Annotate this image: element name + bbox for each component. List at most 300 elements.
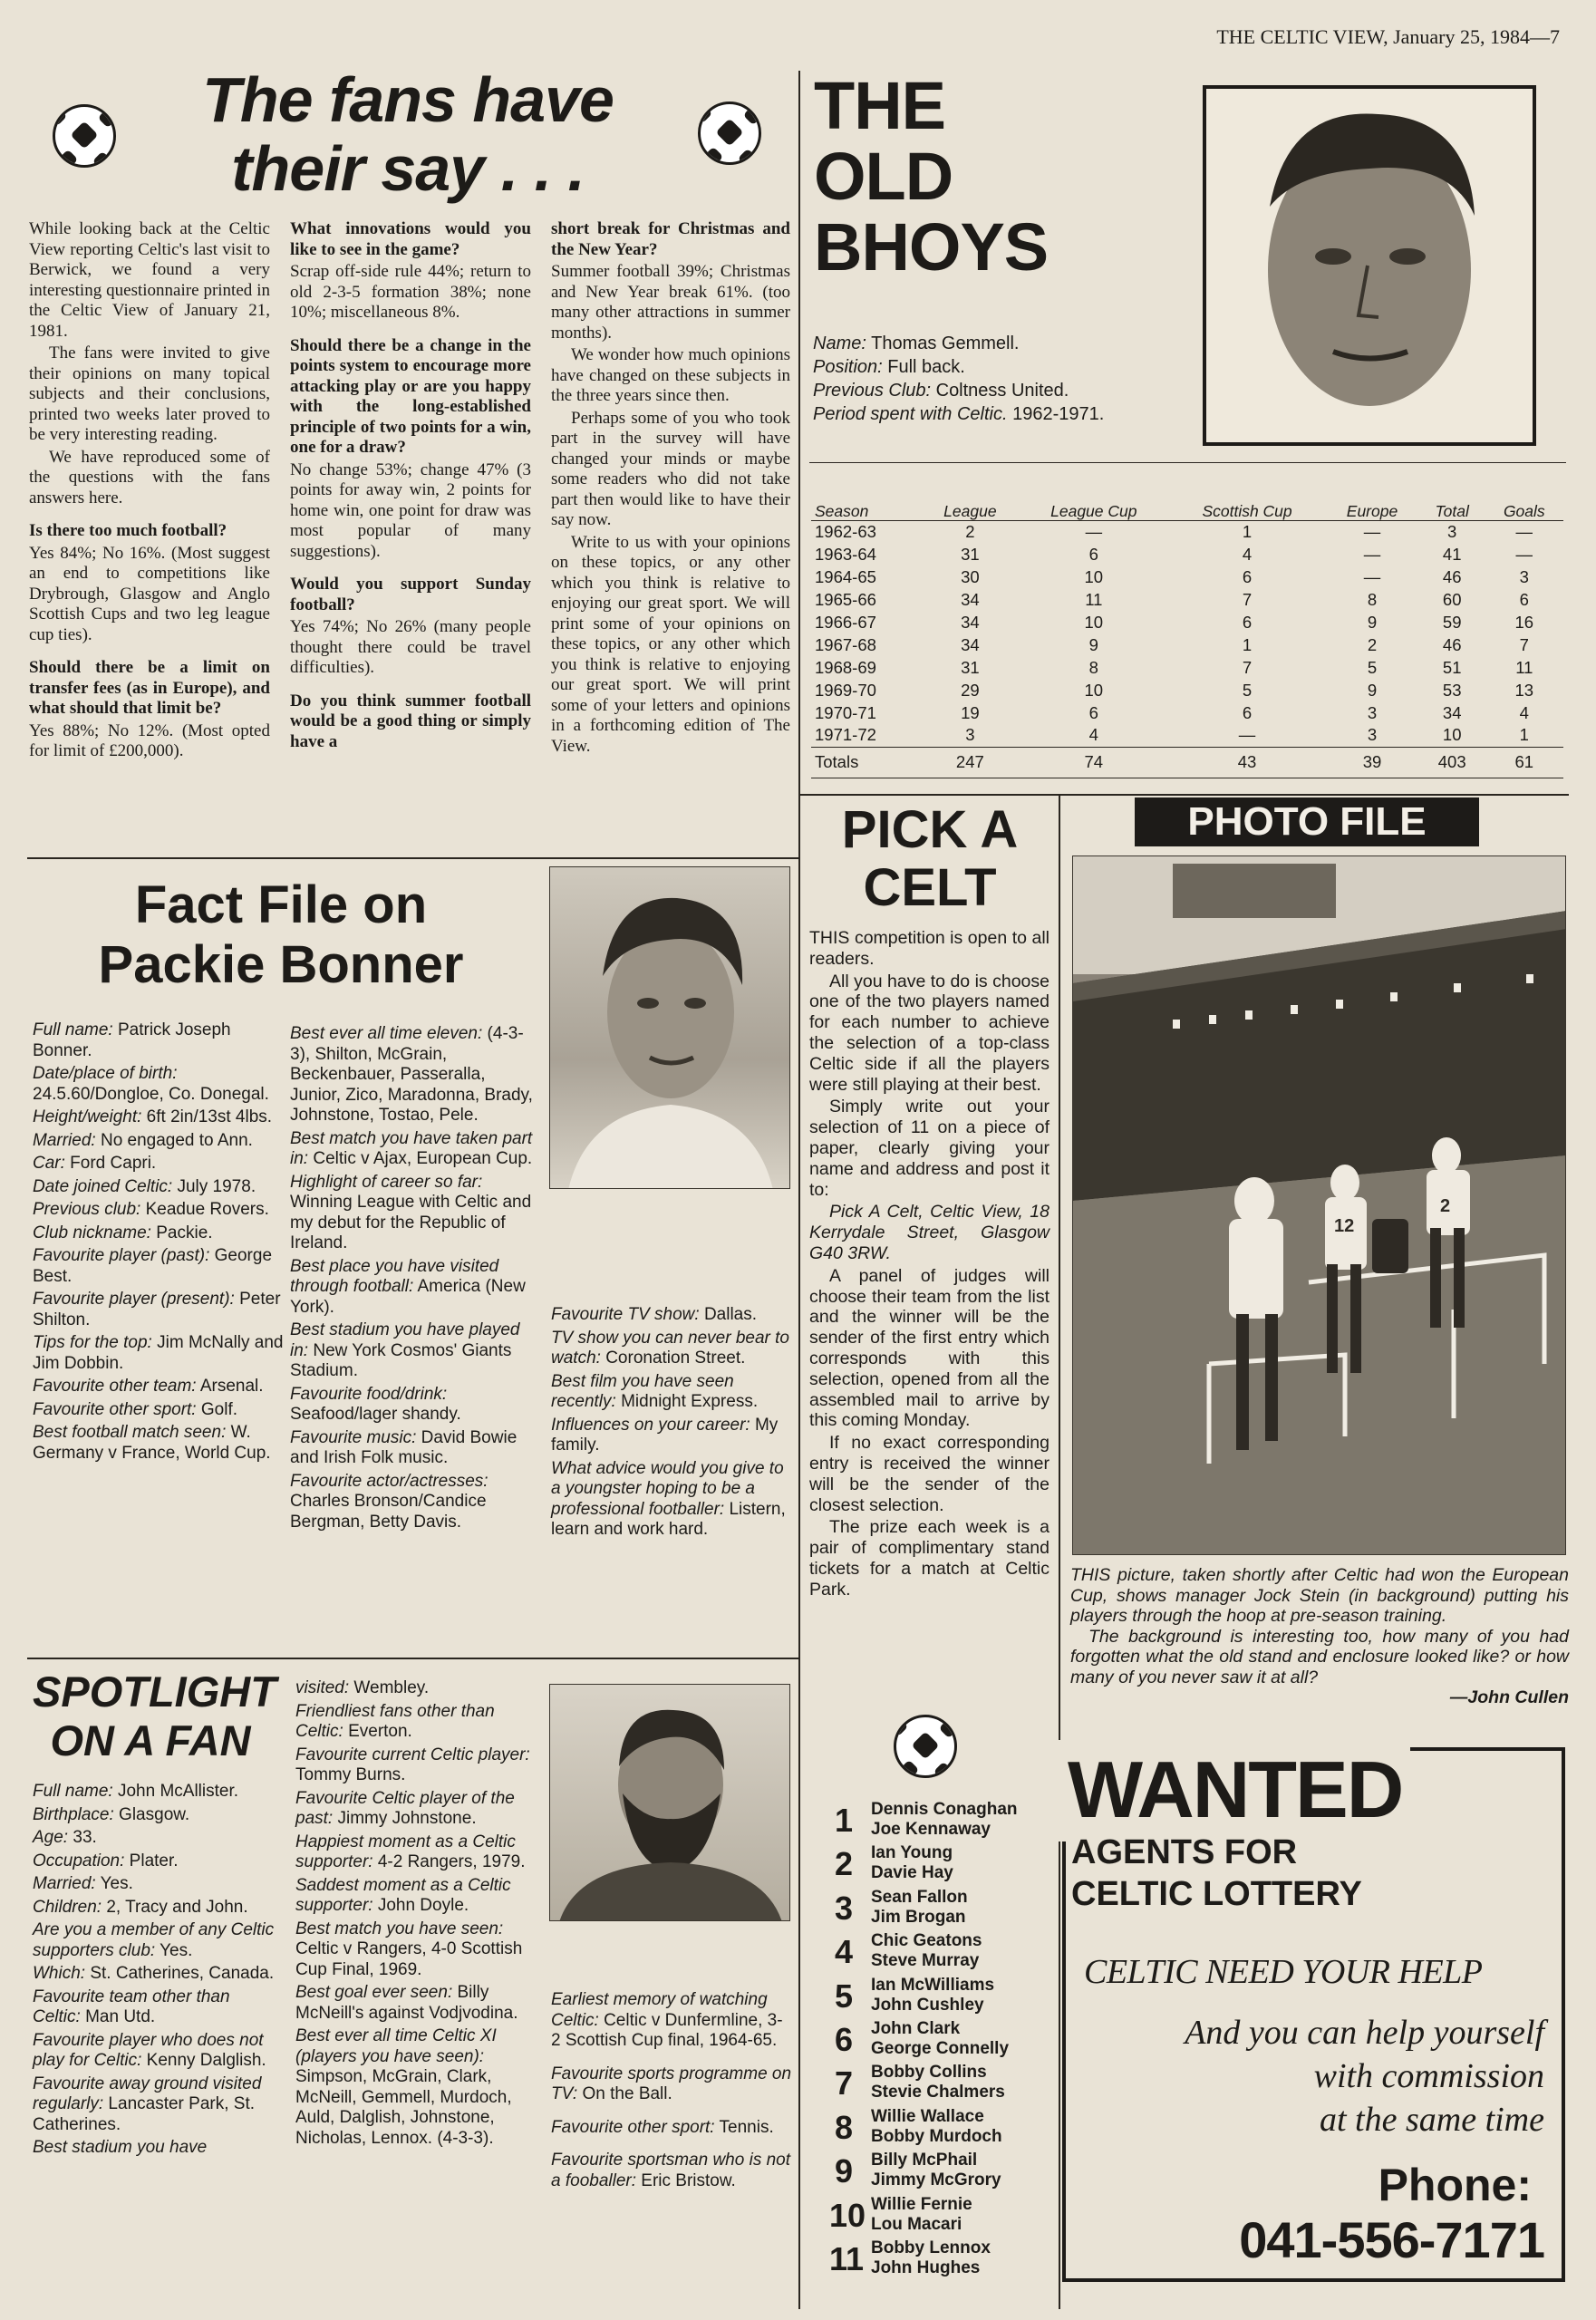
fans-paragraph: The fans were invited to give their opinions on many topical subjects and their conclusions, printed two weeks later proved to be very interesting reading. — [29, 343, 270, 444]
photo-caption-text: THIS picture, taken shortly after Celtic had won the European Cup, shows manager Jock Stein (in background) putting his players through the hoop at pre-season training. — [1070, 1565, 1569, 1626]
jersey-number: 12 — [1334, 1216, 1355, 1236]
pick-option-a: Ian Young — [871, 1843, 953, 1863]
table-cell: 7 — [1242, 657, 1253, 677]
pick-option-b: Stevie Chalmers — [871, 2083, 1005, 2102]
fact-entry — [33, 1987, 277, 2028]
fact-label: Best place you have visited through football: — [290, 1256, 499, 1296]
pick-headline: PICK A CELT — [841, 800, 1019, 917]
wanted-line-3: at the same time — [1319, 2101, 1544, 2139]
table-cell: 31 — [961, 657, 980, 677]
fact-entry — [551, 1329, 792, 1369]
table-total-cell: 247 — [955, 752, 984, 771]
fact-entry — [33, 1964, 277, 1985]
pick-option-a: Billy McPhail — [871, 2151, 978, 2170]
spotlight-column-2 — [295, 1678, 538, 2151]
table-cell: 53 — [1442, 680, 1462, 700]
pick-list-item — [829, 2149, 1065, 2192]
training-photo — [1072, 856, 1566, 1555]
table-row — [811, 701, 1563, 724]
pick-option-a: Sean Fallon — [871, 1887, 968, 1907]
pick-list-item — [829, 2237, 1065, 2280]
fact-value: Billy McNeill's against Vodjvodina. — [295, 1983, 518, 2023]
john-mcallister-photo — [549, 1684, 790, 1921]
table-cell: — — [1238, 725, 1256, 745]
pick-paragraph: If no exact corresponding entry is received the winner will be the sender of the closest selection. — [809, 1433, 1049, 1515]
fact-entry — [295, 1678, 538, 1699]
fact-value: Dallas. — [699, 1305, 758, 1324]
fact-entry — [33, 1290, 286, 1330]
pick-options — [871, 2063, 1005, 2102]
fact-label: Highlight of career so far: — [290, 1172, 483, 1192]
fact-entry — [33, 1020, 286, 1061]
player-info-label: Previous Club: — [813, 381, 932, 401]
table-cell: 6 — [1088, 702, 1098, 722]
table-row — [811, 611, 1563, 633]
fact-entry — [295, 1702, 538, 1743]
table-cell: — — [1363, 521, 1381, 541]
fact-value: Man Utd. — [80, 2007, 156, 2026]
table-cell: 41 — [1442, 544, 1462, 564]
wanted-sub-1: AGENTS FOR — [1071, 1833, 1298, 1871]
fact-label: Height/weight: — [33, 1107, 142, 1126]
fact-entry — [33, 1782, 277, 1803]
table-cell: 3 — [1447, 521, 1457, 541]
fact-label: Friendliest fans other than Celtic: — [295, 1701, 495, 1741]
pick-list-item — [829, 2193, 1065, 2237]
pick-options — [871, 1888, 968, 1928]
fact-value: On the Ball. — [577, 2084, 672, 2103]
table-cell: 11 — [1515, 657, 1533, 677]
table-cell: 2 — [1367, 634, 1378, 654]
fact-value: Plater. — [124, 1851, 179, 1870]
wanted-phone-label: Phone: — [1378, 2160, 1532, 2210]
pick-paragraph: All you have to do is choose one of the two players named for each number to achieve the selection of a top-class Celtic side if all the players were still playing at their best. — [809, 971, 1049, 1095]
fact-value: 2, Tracy and John. — [102, 1897, 248, 1917]
fact-entry — [551, 1416, 792, 1456]
fact-value: Charles Bronson/Candice Bergman, Betty Davis. — [290, 1492, 487, 1532]
fact-entry — [33, 1851, 277, 1872]
player-info-label: Position: — [813, 357, 883, 377]
pick-options — [871, 2238, 991, 2278]
table-header: Europe — [1346, 501, 1398, 520]
table-cell: 51 — [1442, 657, 1462, 677]
table-row — [811, 566, 1563, 588]
fact-entry — [33, 1131, 286, 1152]
pick-option-a: Chic Geatons — [871, 1931, 982, 1951]
pick-option-b: Jimmy McGrory — [871, 2170, 1001, 2190]
fact-entry — [295, 1745, 538, 1786]
fact-label: Favourite other team: — [33, 1377, 197, 1396]
fact-entry — [33, 1828, 277, 1849]
fact-value: Winning League with Celtic and my debut for the Republic of Ireland. — [290, 1193, 532, 1252]
table-cell: 29 — [961, 680, 980, 700]
fact-label: Best ever all time eleven: — [290, 1024, 483, 1043]
pick-number: 7 — [834, 2064, 854, 2102]
table-cell: 59 — [1442, 612, 1462, 632]
table-cell: 4 — [1242, 544, 1253, 564]
table-cell: 46 — [1442, 634, 1462, 654]
fact-label: Are you a member of any Celtic supporters club: — [33, 1920, 275, 1960]
fans-paragraph: Yes 84%; No 16%. (Most suggest an end to competitions like Drybrough, Glasgow and Anglo Scottish Cups and two leg league cup ties). — [29, 543, 270, 644]
table-header: Total — [1435, 501, 1469, 520]
table-cell: 1967-68 — [815, 634, 876, 654]
fact-value: Jim McNally and Jim Dobbin. — [33, 1333, 284, 1373]
fact-value: Celtic v Rangers, 4-0 Scottish Cup Final, 1969. — [295, 1939, 523, 1979]
fact-value: 4-2 Rangers, 1979. — [372, 1852, 526, 1871]
fact-value: New York Cosmos' Giants Stadium. — [290, 1340, 512, 1380]
fact-label: Favourite current Celtic player: — [295, 1745, 530, 1764]
fans-paragraph: Do you think summer football would be a good thing or simply have a — [290, 691, 531, 751]
fact-label: Full name: — [33, 1020, 113, 1039]
table-row — [811, 656, 1563, 679]
pick-list-item — [829, 2105, 1065, 2149]
table-cell: — — [1363, 566, 1381, 586]
table-cell: 6 — [1242, 566, 1253, 586]
fact-label: Full name: — [33, 1782, 113, 1801]
table-cell: 5 — [1242, 680, 1253, 700]
fact-label: Best goal ever seen: — [295, 1983, 453, 2002]
fact-entry — [290, 1320, 537, 1382]
player-info-value: 1962-1971. — [1007, 404, 1105, 424]
fact-entry — [551, 2118, 792, 2139]
table-cell: 8 — [1088, 657, 1098, 677]
football-icon — [698, 102, 761, 165]
fact-label: Favourite music: — [290, 1427, 417, 1447]
wanted-need: CELTIC NEED YOUR HELP — [1084, 1953, 1483, 1991]
fact-value: Packie. — [150, 1223, 213, 1242]
fans-paragraph: Yes 74%; No 26% (many people thought there could be travel difficulties). — [290, 617, 531, 677]
table-cell: 1 — [1242, 521, 1253, 541]
fans-paragraph: Write to us with your opinions on these topics, or any other which you think is relative to enjoying our great sport. We will print some of your opinions on these topics, or any other which you think is relative to enjoying our great sport. We will print some of your letters and opinions in a forthcoming edition of The View. — [551, 532, 790, 756]
fact-value: Eric Bristow. — [636, 2170, 736, 2190]
table-cell: 34 — [1442, 702, 1462, 722]
table-cell: 1965-66 — [815, 589, 876, 609]
fact-entry — [290, 1024, 537, 1126]
fact-label: Best match you have taken part in: — [290, 1128, 533, 1168]
appearance-table — [811, 468, 1563, 778]
table-total-cell: 403 — [1437, 752, 1466, 771]
table-row — [811, 543, 1563, 566]
table-cell: 7 — [1242, 589, 1253, 609]
pick-option-b: George Connelly — [871, 2039, 1010, 2058]
table-cell: 1 — [1242, 634, 1253, 654]
fans-paragraph: We have reproduced some of the questions with the fans answers here. — [29, 447, 270, 508]
table-cell: 9 — [1367, 612, 1378, 632]
fact-label: Favourite away ground visited regularly: — [33, 2074, 262, 2113]
fact-entry — [295, 2026, 538, 2149]
fact-label: Date joined Celtic: — [33, 1176, 173, 1196]
fact-entry — [295, 1789, 538, 1830]
fact-entry — [290, 1173, 537, 1254]
fact-label: visited: — [295, 1678, 350, 1697]
fact-value: Listern, learn and work hard. — [551, 1499, 786, 1539]
fact-label: Best ever all time Celtic XI (players you have seen): — [295, 2026, 497, 2066]
player-info-line — [813, 379, 1104, 402]
table-cell: 10 — [1084, 680, 1104, 700]
pick-number: 10 — [829, 2196, 866, 2234]
fact-entry — [33, 1223, 286, 1244]
fact-entry — [295, 1876, 538, 1917]
table-header: Goals — [1503, 501, 1545, 520]
table-total-cell: 39 — [1362, 752, 1382, 771]
fact-entry — [33, 1200, 286, 1221]
fact-label: Favourite TV show: — [551, 1305, 700, 1324]
gemmell-face-photo — [1206, 89, 1533, 442]
table-cell: 11 — [1085, 589, 1103, 609]
rule-under-fans — [27, 857, 798, 859]
fact-value: Tommy Burns. — [295, 1765, 406, 1784]
fact-entry — [295, 1919, 538, 1981]
fact-value: July 1978. — [172, 1176, 256, 1196]
fact-value: Kenny Dalglish. — [141, 2051, 266, 2070]
table-cell: — — [1363, 544, 1381, 564]
pick-option-b: Jim Brogan — [871, 1907, 966, 1927]
fans-paragraph: We wonder how much opinions have changed on these subjects in the three years since then. — [551, 345, 790, 405]
pick-number: 3 — [834, 1889, 854, 1927]
fact-value: 6ft 2in/13st 4lbs. — [141, 1107, 273, 1126]
table-row — [811, 679, 1563, 701]
fans-paragraph: Is there too much football? — [29, 521, 227, 540]
pick-list-item — [829, 1929, 1065, 1973]
table-cell: 3 — [965, 725, 975, 745]
pick-option-b: Bobby Murdoch — [871, 2126, 1002, 2146]
fact-entry — [290, 1385, 537, 1426]
pick-number: 9 — [834, 2152, 854, 2190]
pick-option-a: Bobby Lennox — [871, 2238, 991, 2257]
player-info-line — [813, 332, 1104, 355]
fact-label: Favourite other sport: — [551, 2117, 715, 2137]
fact-label: Date/place of birth: — [33, 1064, 178, 1083]
spotlight-column-3 — [551, 1990, 792, 2204]
fact-value: Tennis. — [714, 2117, 774, 2137]
fact-value: Lancaster Park, St. Catherines. — [33, 2094, 256, 2134]
fact-entry — [33, 2074, 277, 2136]
fact-entry — [295, 1983, 538, 2024]
fact-label: Favourite player (past): — [33, 1246, 210, 1265]
table-cell: 19 — [961, 702, 980, 722]
fact-entry — [33, 1154, 286, 1174]
fact-label: Club nickname: — [33, 1223, 151, 1242]
table-cell: — — [1515, 521, 1533, 541]
fact-entry — [33, 2138, 277, 2159]
column-rule-main — [798, 71, 800, 2309]
fact-entry — [551, 2151, 792, 2191]
table-cell: 6 — [1242, 702, 1253, 722]
football-icon — [894, 1715, 957, 1778]
table-cell: 10 — [1084, 566, 1104, 586]
rule-under-factfile — [27, 1658, 798, 1659]
fact-entry — [33, 1920, 277, 1961]
fact-value: 24.5.60/Dongloe, Co. Donegal. — [33, 1084, 269, 1104]
pick-option-b: Joe Kennaway — [871, 1820, 991, 1839]
fact-entry — [33, 1246, 286, 1287]
fact-value: Golf. — [196, 1399, 237, 1419]
fact-label: Favourite player who does not play for Celtic: — [33, 2030, 264, 2070]
table-cell: 46 — [1442, 566, 1462, 586]
fans-paragraph: Should there be a change in the points system to encourage more attacking play or are you happy with the long-established principle of two points for a win, one for a draw? — [290, 335, 531, 457]
table-cell: 30 — [961, 566, 980, 586]
table-total-cell: Totals — [815, 752, 859, 771]
fans-paragraph: Perhaps some of you who took part in the survey will have changed your minds or maybe some readers who did not take part then would like to have their say now. — [551, 408, 790, 529]
table-cell: 2 — [965, 521, 975, 541]
fact-label: Previous club: — [33, 1200, 141, 1219]
fact-label: Age: — [33, 1828, 69, 1847]
pick-list-item — [829, 2017, 1065, 2061]
wanted-title: WANTED — [1068, 1745, 1403, 1834]
table-total-cell: 43 — [1237, 752, 1257, 771]
fans-paragraph: Should there be a limit on transfer fees (as in Europe), and what should that limit be? — [29, 658, 270, 718]
table-row — [811, 588, 1563, 611]
pick-option-a: Willie Wallace — [871, 2106, 984, 2126]
fact-file-column-3 — [551, 1305, 792, 1543]
fact-label: Married: — [33, 1874, 96, 1893]
table-cell: 4 — [1519, 702, 1529, 722]
pick-list-item — [829, 2061, 1065, 2104]
table-row — [811, 633, 1563, 656]
fact-value: Arsenal. — [196, 1377, 264, 1396]
wanted-phone-number: 041-556-7171 — [1239, 2211, 1544, 2268]
fans-paragraph: While looking back at the Celtic View reporting Celtic's last visit to Berwick, we found a very interesting questionnaire printed in the Celtic View of January 21, 1981. — [29, 219, 270, 341]
fans-column-1 — [29, 219, 270, 764]
pick-list-item — [829, 1886, 1065, 1929]
jersey-number: 2 — [1440, 1196, 1451, 1216]
table-cell: 1964-65 — [815, 566, 876, 586]
table-header: League Cup — [1050, 501, 1137, 520]
fact-entry — [33, 1333, 286, 1374]
pick-rules — [809, 928, 1049, 1602]
rule-under-oldbhoys — [798, 794, 1569, 796]
table-total-cell: 74 — [1084, 752, 1104, 771]
player-info-value: Full back. — [882, 357, 965, 377]
fact-label: Favourite other sport: — [33, 1399, 197, 1419]
fact-label: Which: — [33, 1964, 86, 1983]
wanted-line-2: with commission — [1313, 2057, 1544, 2095]
table-cell: 9 — [1367, 680, 1378, 700]
pick-number: 8 — [834, 2108, 854, 2146]
fact-label: Tips for the top: — [33, 1333, 152, 1352]
fact-value: David Bowie and Irish Folk music. — [290, 1427, 517, 1467]
fact-label: Best football match seen: — [33, 1423, 227, 1442]
fact-label: Best stadium you have played in: — [290, 1320, 520, 1360]
fact-entry — [290, 1472, 537, 1533]
fact-value: Yes. — [155, 1940, 193, 1960]
fact-entry — [33, 1423, 286, 1464]
fans-paragraph: Would you support Sunday football? — [290, 575, 531, 614]
fact-entry — [33, 1064, 286, 1105]
pick-option-b: John Cushley — [871, 1995, 984, 2015]
fact-value: Keadue Rovers. — [140, 1200, 269, 1219]
fact-entry — [551, 1305, 792, 1326]
table-cell: 34 — [961, 589, 980, 609]
fact-label: Car: — [33, 1154, 65, 1173]
fact-file-column-1 — [33, 1020, 286, 1466]
fact-label: Married: — [33, 1130, 96, 1150]
fact-value: Simpson, McGrain, Clark, McNeill, Gemmell, Murdoch, Auld, Dalglish, Johnstone, Nicholas, Lennox. (4-3-3). — [295, 2067, 512, 2148]
table-cell: 9 — [1088, 634, 1098, 654]
fact-value: St. Catherines, Canada. — [85, 1964, 275, 1983]
table-cell: 1970-71 — [815, 702, 876, 722]
fans-column-3 — [551, 219, 790, 759]
fact-label: Favourite actor/actresses: — [290, 1471, 488, 1491]
table-cell: 6 — [1519, 589, 1529, 609]
fact-label: Favourite Celtic player of the past: — [295, 1788, 515, 1828]
pick-options — [871, 1800, 1018, 1840]
pick-option-a: Bobby Collins — [871, 2063, 987, 2083]
pick-option-a: John Clark — [871, 2019, 961, 2038]
fact-label: Favourite team other than Celtic: — [33, 1986, 230, 2026]
pick-number: 1 — [834, 1802, 854, 1839]
player-info-label: Name: — [813, 334, 866, 353]
table-cell: 1 — [1519, 725, 1529, 745]
pick-paragraph: Simply write out your selection of 11 on a piece of paper, clearly giving your name and address and post it to: — [809, 1097, 1049, 1200]
fact-entry — [33, 1177, 286, 1198]
pick-paragraph: A panel of judges will choose their team from the list and the winner will be the sender of the first entry which corresponds with this selection, opened from all the assembled mail to arrive by this coming Monday. — [809, 1265, 1049, 1431]
fact-entry — [33, 1805, 277, 1826]
fact-value: Ford Capri. — [64, 1154, 157, 1173]
player-info-line — [813, 355, 1104, 379]
pick-list-item — [829, 1842, 1065, 1885]
wanted-line-1: And you can help yourself — [1185, 2014, 1544, 2052]
table-cell: — — [1085, 521, 1103, 541]
fans-paragraph: short break for Christmas and the New Year? — [551, 219, 790, 259]
fact-entry — [33, 1874, 277, 1895]
fact-value: Midnight Express. — [615, 1392, 759, 1411]
fact-value: W. Germany v France, World Cup. — [33, 1423, 271, 1463]
fact-value: America (New York). — [290, 1277, 526, 1317]
pick-options — [871, 2195, 972, 2235]
photo-caption-text: The background is interesting too, how many of you had forgotten what the old stand and enclosure looked like? or how many of you never saw it at all? — [1070, 1626, 1569, 1687]
fact-value: Wembley. — [349, 1678, 430, 1697]
fact-entry — [33, 1400, 286, 1421]
fact-value: Coronation Street. — [600, 1348, 746, 1368]
table-cell: — — [1515, 544, 1533, 564]
table-total-cell: 61 — [1514, 752, 1534, 771]
fans-paragraph: No change 53%; change 47% (3 points for away win, 2 points for home win, one point for draw was most popular of many suggestions). — [290, 459, 531, 561]
table-cell: 1968-69 — [815, 657, 876, 677]
table-cell: 10 — [1442, 725, 1462, 745]
pick-option-a: Willie Fernie — [871, 2194, 972, 2214]
table-cell: 3 — [1367, 702, 1378, 722]
fans-column-2 — [290, 219, 531, 754]
table-cell: 34 — [961, 612, 980, 632]
fans-paragraph: Scrap off-side rule 44%; return to old 2-3-5 formation 38%; none 10%; miscellaneous 8%. — [290, 262, 531, 322]
pick-options — [871, 2107, 1002, 2147]
fact-label: Earliest memory of watching Celtic: — [551, 1990, 768, 2030]
pick-option-a: Ian McWilliams — [871, 1975, 995, 1995]
pick-list-item — [829, 1974, 1065, 2017]
table-cell: 6 — [1088, 544, 1098, 564]
player-info-label: Period spent with Celtic. — [813, 404, 1008, 424]
fact-file-column-2 — [290, 1024, 537, 1535]
fact-entry — [33, 1898, 277, 1919]
spotlight-column-1 — [33, 1782, 277, 2161]
fact-value: John McAllister. — [112, 1782, 239, 1801]
fact-label: Children: — [33, 1897, 102, 1917]
fact-value: George Best. — [33, 1246, 273, 1286]
photo-file-title: PHOTO FILE — [1135, 798, 1479, 846]
fact-label: TV show you can never bear to watch: — [551, 1328, 789, 1368]
pick-paragraph: Pick A Celt, Celtic View, 18 Kerrydale Street, Glasgow G40 3RW. — [809, 1202, 1049, 1263]
fans-headline: The fans have their say . . . — [202, 64, 614, 204]
table-cell: 8 — [1367, 589, 1378, 609]
table-cell: 6 — [1242, 612, 1253, 632]
fact-label: Happiest moment as a Celtic supporter: — [295, 1832, 516, 1871]
table-cell: 3 — [1367, 725, 1378, 745]
fact-value: Patrick Joseph Bonner. — [33, 1020, 231, 1060]
fact-label: Favourite player (present): — [33, 1290, 235, 1309]
fact-value: Peter Shilton. — [33, 1290, 281, 1329]
pick-paragraph: The prize each week is a pair of complimentary stand tickets for a match at Celtic Park. — [809, 1517, 1049, 1600]
